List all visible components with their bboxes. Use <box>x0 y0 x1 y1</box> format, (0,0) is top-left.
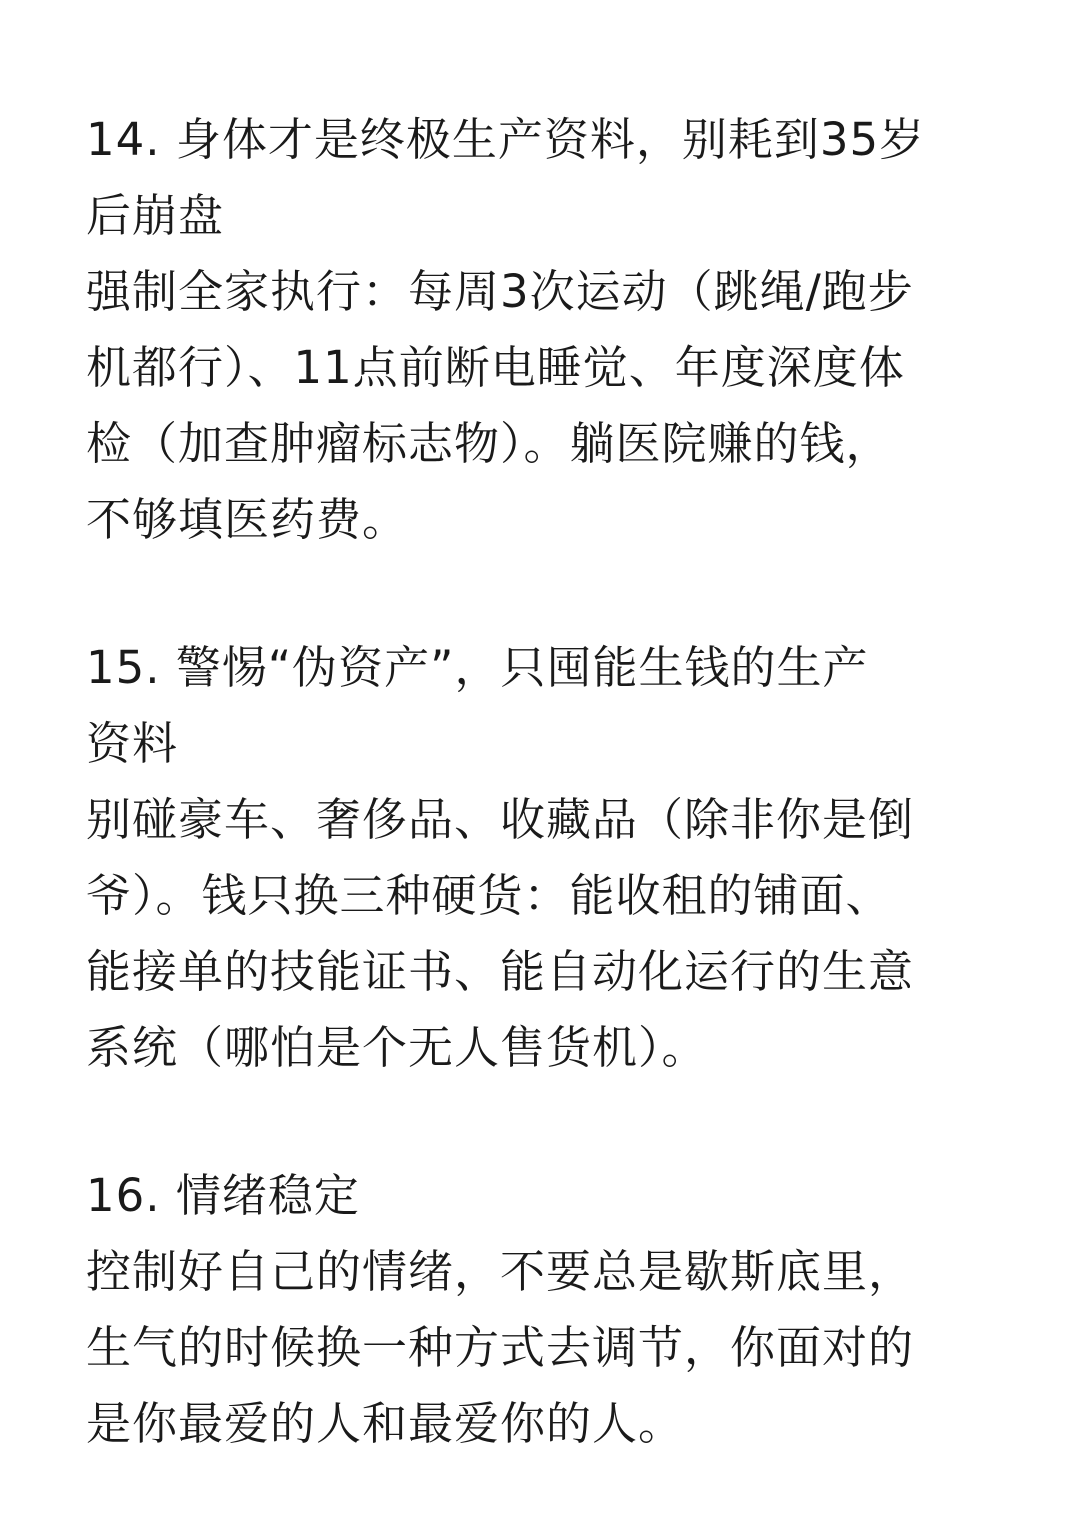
section-body-line: 机都行）、11点前断电睡觉、年度深度体 <box>86 341 905 394</box>
section-15 <box>86 630 1006 1086</box>
section-body-line: 系统（哪怕是个无人售货机）。 <box>86 1021 708 1074</box>
section-body-line: 不够填医药费。 <box>86 493 409 546</box>
section-heading-line: 15. 警惕“伪资产”，只囤能生钱的生产 <box>86 641 869 694</box>
section-body-line: 强制全家执行：每周3次运动（跳绳/跑步 <box>86 265 914 318</box>
section-body-line: 检（加查肿瘤标志物）。躺医院赚的钱， <box>86 417 892 470</box>
section-14 <box>86 102 1006 558</box>
section-heading-line: 14. 身体才是终极生产资料，别耗到35岁 <box>86 113 926 166</box>
section-16 <box>86 1158 1006 1462</box>
section-body-line: 是你最爱的人和最爱你的人。 <box>86 1397 685 1450</box>
section-body-line: 爷）。钱只换三种硬货：能收租的铺面、 <box>86 869 892 922</box>
section-body-line: 控制好自己的情绪，不要总是歇斯底里， <box>86 1245 915 1298</box>
section-heading-line: 16. 情绪稳定 <box>86 1169 360 1222</box>
section-heading-line: 后崩盘 <box>86 189 225 242</box>
section-body-line: 别碰豪车、奢侈品、收藏品（除非你是倒 <box>86 793 915 846</box>
section-body-line: 生气的时候换一种方式去调节，你面对的 <box>86 1321 915 1374</box>
section-body-line: 能接单的技能证书、能自动化运行的生意 <box>86 945 915 998</box>
section-heading-line: 资料 <box>86 717 179 770</box>
